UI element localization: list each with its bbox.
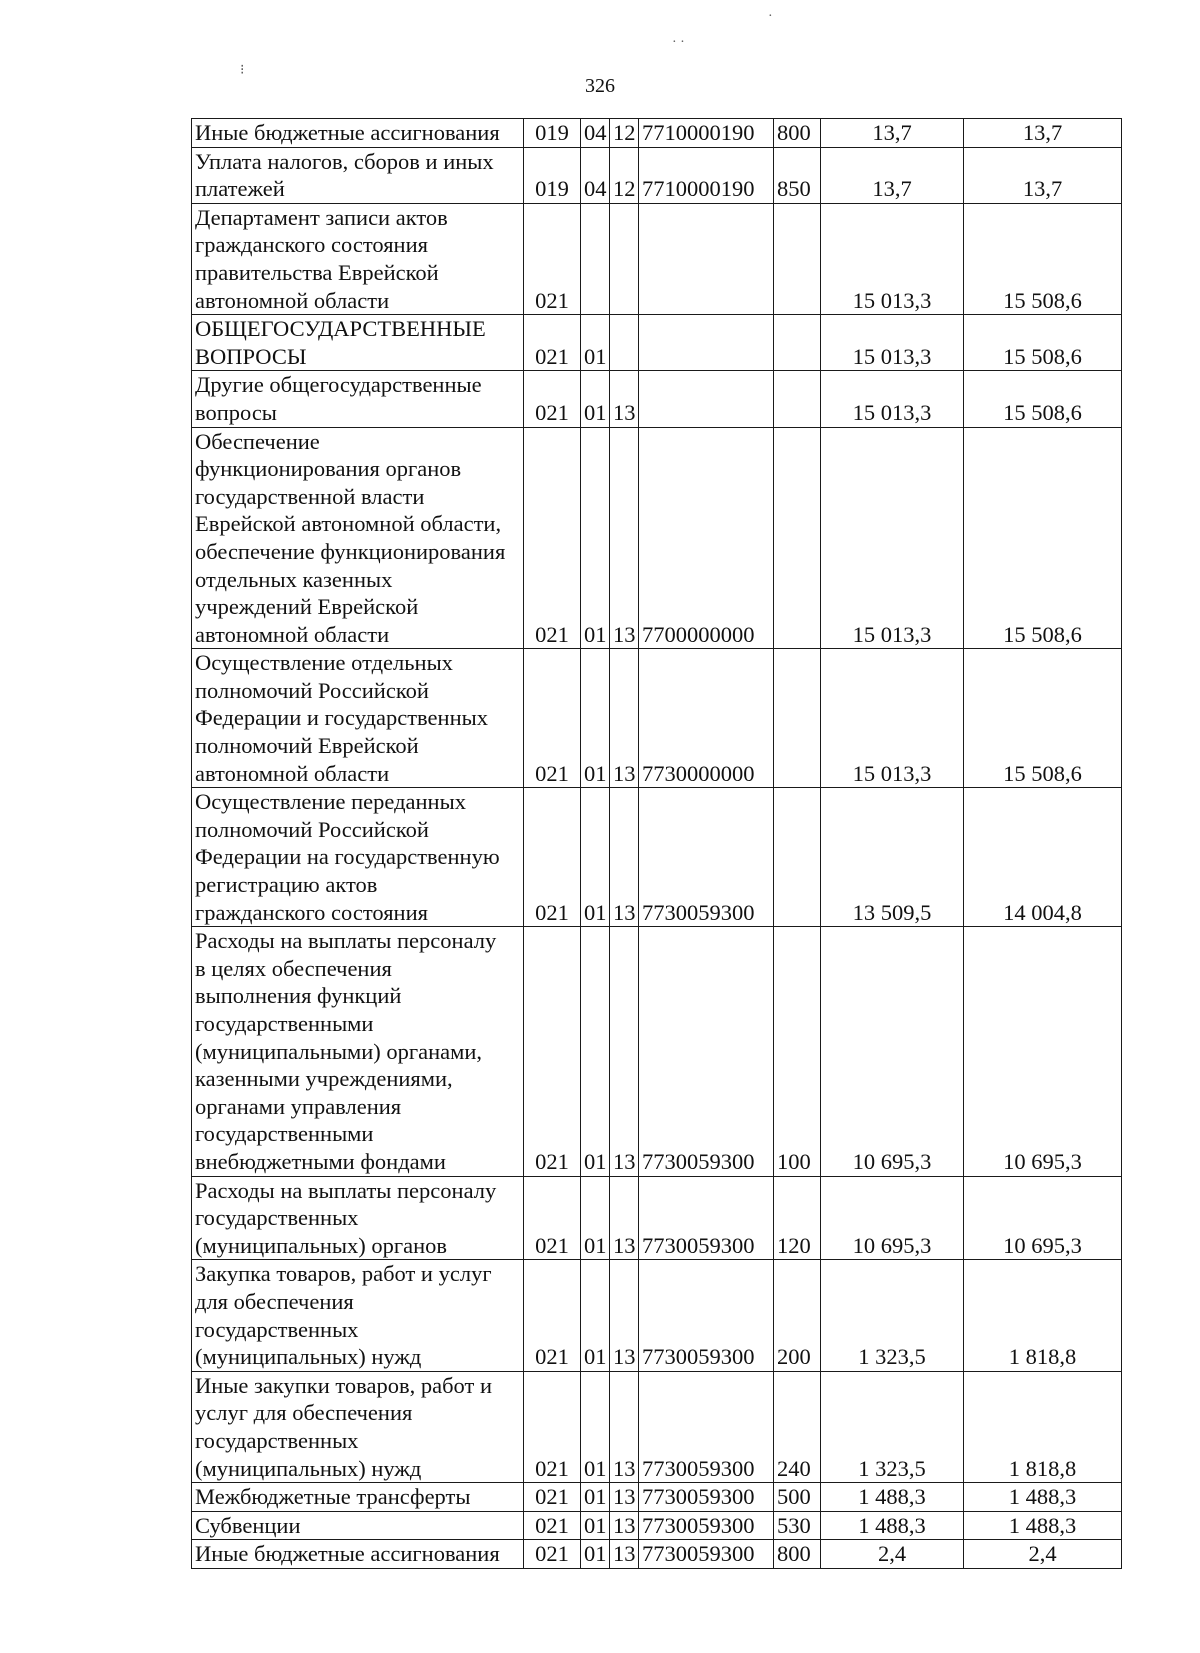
cell-pr: 13	[610, 1176, 639, 1260]
table-row	[192, 1511, 1122, 1540]
cell-name-line: выполнения функций	[195, 983, 402, 1009]
cell-pr: 13	[610, 1260, 639, 1371]
table-row	[192, 427, 1122, 649]
cell-name-line: (муниципальными) органами,	[195, 1038, 483, 1064]
cell-gr: 021	[524, 1260, 581, 1371]
cell-name-line: полномочий Российской	[195, 816, 429, 842]
cell-gr: 021	[524, 371, 581, 427]
cell-csr: 7730059300	[639, 1540, 774, 1569]
cell-vr: 850	[774, 147, 821, 203]
table-row	[192, 649, 1122, 788]
cell-rz: 01	[581, 315, 610, 371]
cell-name-line: (муниципальных) нужд	[195, 1455, 422, 1481]
cell-csr: 7710000190	[639, 119, 774, 148]
cell-vr: 120	[774, 1176, 821, 1260]
cell-sum-1: 13,7	[821, 119, 964, 148]
cell-vr	[774, 371, 821, 427]
cell-name	[192, 1260, 524, 1371]
cell-gr: 021	[524, 927, 581, 1176]
cell-csr: 7730059300	[639, 1176, 774, 1260]
cell-name-line: для обеспечения	[195, 1288, 354, 1314]
table-row	[192, 1371, 1122, 1482]
cell-name-line: Расходы на выплаты персоналу	[195, 928, 497, 954]
cell-vr	[774, 427, 821, 649]
cell-pr: 13	[610, 649, 639, 788]
cell-csr	[639, 315, 774, 371]
cell-sum-1: 2,4	[821, 1540, 964, 1569]
cell-vr: 530	[774, 1511, 821, 1540]
cell-csr: 7730000000	[639, 649, 774, 788]
cell-pr: 12	[610, 147, 639, 203]
cell-gr: 019	[524, 147, 581, 203]
table-row	[192, 315, 1122, 371]
cell-name-line: правительства Еврейской	[195, 259, 439, 285]
cell-rz: 01	[581, 1176, 610, 1260]
cell-name-line: Расходы на выплаты персоналу	[195, 1177, 497, 1203]
cell-rz: 04	[581, 119, 610, 148]
table-row	[192, 147, 1122, 203]
cell-sum-2: 10 695,3	[964, 1176, 1122, 1260]
cell-vr: 100	[774, 927, 821, 1176]
cell-sum-2: 13,7	[964, 119, 1122, 148]
cell-vr: 500	[774, 1483, 821, 1512]
cell-sum-1: 13,7	[821, 147, 964, 203]
cell-name-line: вопросы	[195, 399, 277, 425]
cell-gr: 021	[524, 1176, 581, 1260]
cell-name-line: Федерации на государственную	[195, 844, 500, 870]
cell-csr: 7730059300	[639, 1260, 774, 1371]
cell-name-line: органами управления	[195, 1093, 402, 1119]
table-row	[192, 788, 1122, 927]
scan-speck: ⁝	[240, 63, 245, 78]
cell-pr: 13	[610, 371, 639, 427]
cell-name-line: Субвенции	[195, 1512, 301, 1538]
cell-sum-1: 13 509,5	[821, 788, 964, 927]
cell-csr: 7730059300	[639, 927, 774, 1176]
cell-name-line: государственными	[195, 1011, 374, 1036]
scan-speck: · ·	[672, 35, 685, 50]
cell-gr: 021	[524, 427, 581, 649]
cell-sum-2: 15 508,6	[964, 371, 1122, 427]
cell-csr: 7730059300	[639, 1511, 774, 1540]
cell-rz: 01	[581, 1483, 610, 1512]
cell-pr: 13	[610, 1540, 639, 1569]
table-row	[192, 371, 1122, 427]
cell-name-line: услуг для обеспечения	[195, 1400, 413, 1426]
cell-name-line: гражданского состояния	[195, 232, 428, 258]
cell-name	[192, 1371, 524, 1482]
cell-sum-1: 15 013,3	[821, 649, 964, 788]
cell-name-line: полномочий Российской	[195, 677, 429, 703]
cell-name-line: государственной власти	[195, 483, 425, 509]
cell-sum-2: 15 508,6	[964, 203, 1122, 314]
cell-sum-2: 15 508,6	[964, 427, 1122, 649]
cell-name-line: Еврейской автономной области,	[195, 511, 502, 537]
cell-name-line: обеспечение функционирования	[195, 538, 506, 564]
cell-vr: 800	[774, 119, 821, 148]
cell-vr	[774, 315, 821, 371]
cell-rz: 01	[581, 927, 610, 1176]
cell-name	[192, 371, 524, 427]
cell-gr: 021	[524, 1483, 581, 1512]
cell-name-line: функционирования органов	[195, 456, 462, 482]
cell-rz: 01	[581, 1260, 610, 1371]
cell-name	[192, 119, 524, 148]
cell-name	[192, 147, 524, 203]
cell-name-line: автономной области	[195, 287, 390, 313]
cell-pr: 13	[610, 1371, 639, 1482]
cell-pr	[610, 315, 639, 371]
cell-name-line: отдельных казенных	[195, 566, 393, 592]
cell-rz: 01	[581, 1540, 610, 1569]
cell-sum-1: 1 323,5	[821, 1371, 964, 1482]
cell-gr: 021	[524, 1371, 581, 1482]
cell-sum-1: 15 013,3	[821, 315, 964, 371]
cell-sum-2: 1 488,3	[964, 1511, 1122, 1540]
cell-vr: 240	[774, 1371, 821, 1482]
cell-pr: 12	[610, 119, 639, 148]
cell-sum-2: 1 488,3	[964, 1483, 1122, 1512]
cell-csr: 7700000000	[639, 427, 774, 649]
cell-name-line: гражданского состояния	[195, 899, 428, 925]
cell-name-line: (муниципальных) органов	[195, 1232, 448, 1258]
cell-rz	[581, 203, 610, 314]
cell-name-line: в целях обеспечения	[195, 955, 392, 981]
cell-rz: 01	[581, 1511, 610, 1540]
cell-name	[192, 788, 524, 927]
cell-sum-2: 14 004,8	[964, 788, 1122, 927]
cell-name-line: ОБЩЕГОСУДАРСТВЕННЫЕ	[195, 316, 486, 342]
table-row	[192, 927, 1122, 1176]
cell-pr: 13	[610, 1483, 639, 1512]
cell-sum-1: 15 013,3	[821, 371, 964, 427]
cell-name-line: государственных	[195, 1427, 359, 1453]
cell-sum-2: 15 508,6	[964, 315, 1122, 371]
cell-vr: 200	[774, 1260, 821, 1371]
cell-name-line: Иные бюджетные ассигнования	[195, 1541, 500, 1567]
cell-name	[192, 927, 524, 1176]
cell-sum-1: 10 695,3	[821, 927, 964, 1176]
cell-name	[192, 315, 524, 371]
cell-name-line: Закупка товаров, работ и услуг	[195, 1261, 492, 1287]
cell-name-line: автономной области	[195, 621, 390, 647]
cell-rz: 01	[581, 649, 610, 788]
cell-name-line: Уплата налогов, сборов и иных	[195, 148, 494, 174]
cell-sum-2: 1 818,8	[964, 1260, 1122, 1371]
table-row	[192, 1540, 1122, 1569]
cell-name	[192, 1483, 524, 1512]
table-row	[192, 1260, 1122, 1371]
cell-sum-2: 13,7	[964, 147, 1122, 203]
cell-name-line: (муниципальных) нужд	[195, 1344, 422, 1370]
cell-vr	[774, 788, 821, 927]
cell-name-line: Межбюджетные трансферты	[195, 1484, 471, 1510]
cell-rz: 04	[581, 147, 610, 203]
cell-rz: 01	[581, 788, 610, 927]
cell-pr	[610, 203, 639, 314]
cell-name-line: автономной области	[195, 760, 390, 786]
page-number: 326	[585, 75, 615, 97]
cell-name-line: государственных	[195, 1205, 359, 1231]
cell-name-line: Департамент записи актов	[195, 204, 448, 230]
cell-gr: 021	[524, 1511, 581, 1540]
cell-name-line: платежей	[195, 176, 285, 202]
cell-name-line: государственными	[195, 1121, 374, 1147]
cell-name	[192, 649, 524, 788]
cell-sum-2: 1 818,8	[964, 1371, 1122, 1482]
cell-pr: 13	[610, 927, 639, 1176]
cell-csr: 7730059300	[639, 1483, 774, 1512]
table-row	[192, 1483, 1122, 1512]
cell-sum-1: 15 013,3	[821, 203, 964, 314]
cell-pr: 13	[610, 788, 639, 927]
cell-name-line: Осуществление переданных	[195, 789, 466, 815]
cell-sum-1: 1 323,5	[821, 1260, 964, 1371]
cell-gr: 019	[524, 119, 581, 148]
budget-table-body	[192, 119, 1122, 1569]
cell-name-line: Иные бюджетные ассигнования	[195, 120, 500, 145]
table-row	[192, 1176, 1122, 1260]
cell-sum-1: 10 695,3	[821, 1176, 964, 1260]
cell-gr: 021	[524, 1540, 581, 1569]
cell-sum-2: 10 695,3	[964, 927, 1122, 1176]
cell-name-line: государственных	[195, 1316, 359, 1342]
scan-speck: ·	[768, 9, 773, 24]
cell-name-line: Другие общегосударственные	[195, 372, 482, 398]
cell-csr	[639, 203, 774, 314]
cell-rz: 01	[581, 371, 610, 427]
cell-name-line: внебюджетными фондами	[195, 1148, 446, 1174]
cell-csr: 7730059300	[639, 788, 774, 927]
cell-name-line: Федерации и государственных	[195, 705, 488, 731]
cell-csr	[639, 371, 774, 427]
cell-name-line: Осуществление отдельных	[195, 650, 453, 676]
cell-vr	[774, 203, 821, 314]
cell-name-line: Обеспечение	[195, 428, 320, 454]
cell-name	[192, 427, 524, 649]
cell-csr: 7730059300	[639, 1371, 774, 1482]
cell-name-line: полномочий Еврейской	[195, 733, 419, 759]
cell-pr: 13	[610, 427, 639, 649]
table-row	[192, 203, 1122, 314]
cell-pr: 13	[610, 1511, 639, 1540]
cell-name-line: учреждений Еврейской	[195, 594, 419, 620]
budget-table	[191, 118, 1122, 1569]
cell-sum-1: 1 488,3	[821, 1483, 964, 1512]
cell-gr: 021	[524, 788, 581, 927]
cell-gr: 021	[524, 649, 581, 788]
cell-name	[192, 1511, 524, 1540]
cell-vr	[774, 649, 821, 788]
cell-csr: 7710000190	[639, 147, 774, 203]
cell-gr: 021	[524, 203, 581, 314]
cell-sum-2: 2,4	[964, 1540, 1122, 1569]
cell-gr: 021	[524, 315, 581, 371]
cell-sum-1: 15 013,3	[821, 427, 964, 649]
cell-sum-1: 1 488,3	[821, 1511, 964, 1540]
cell-name-line: ВОПРОСЫ	[195, 343, 307, 369]
cell-name	[192, 1176, 524, 1260]
cell-rz: 01	[581, 427, 610, 649]
table-row	[192, 119, 1122, 148]
cell-name-line: Иные закупки товаров, работ и	[195, 1372, 493, 1398]
cell-vr: 800	[774, 1540, 821, 1569]
cell-sum-2: 15 508,6	[964, 649, 1122, 788]
cell-name-line: регистрацию актов	[195, 872, 378, 898]
cell-rz: 01	[581, 1371, 610, 1482]
cell-name	[192, 203, 524, 314]
cell-name-line: казенными учреждениями,	[195, 1066, 453, 1092]
cell-name	[192, 1540, 524, 1569]
